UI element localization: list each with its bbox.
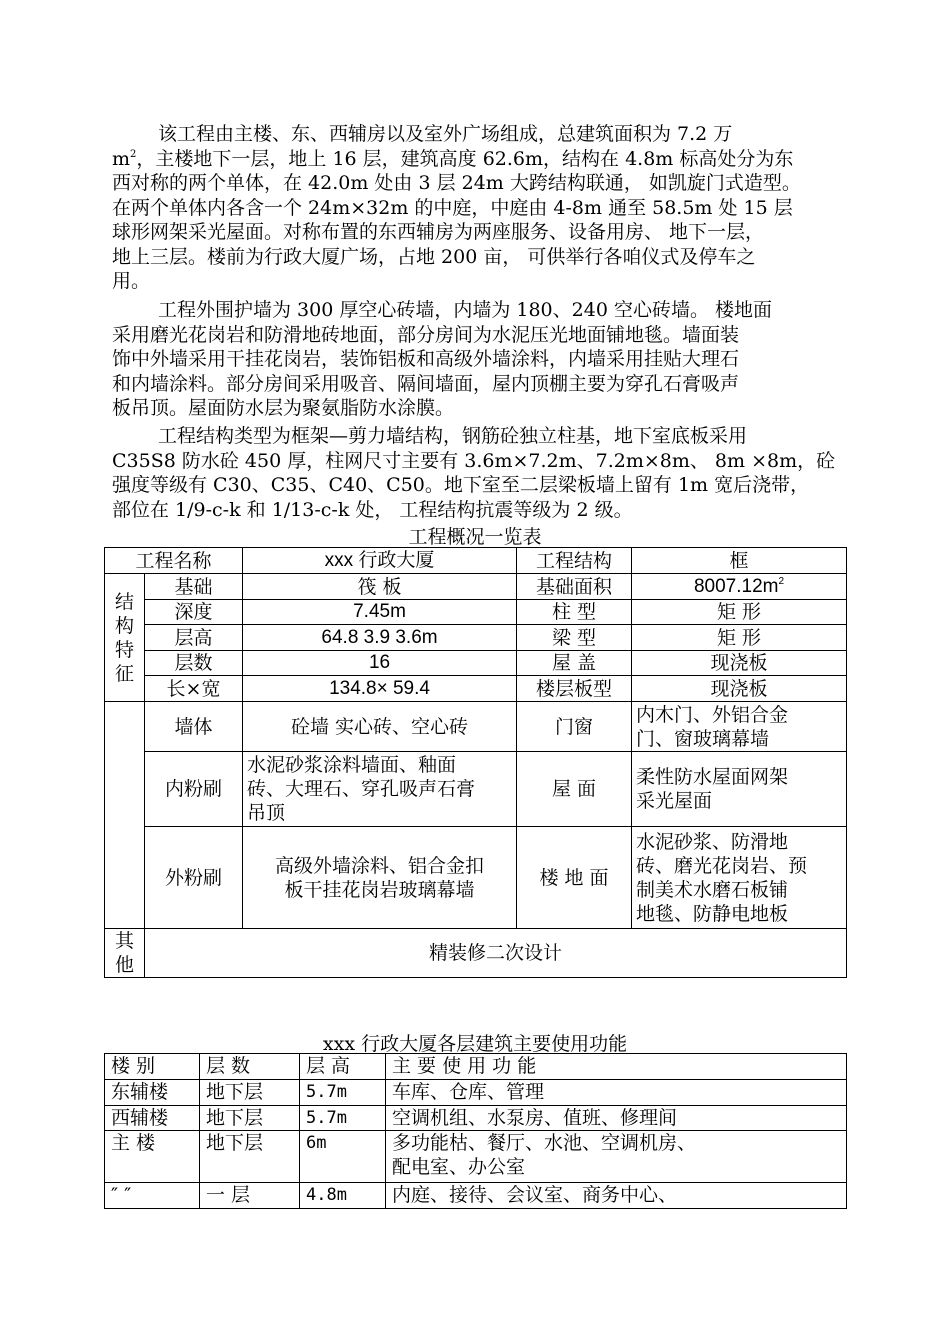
header-function: 主 要 使 用 功 能: [386, 1054, 847, 1080]
cell-value: 筏 板: [243, 574, 517, 600]
cell-height: 5.7m: [300, 1080, 386, 1106]
cell-floor: 地下层: [200, 1080, 300, 1106]
cell-value: 矩 形: [632, 625, 847, 651]
cell-label: 层高: [145, 625, 243, 651]
cell-line: 内木门、外铝合金: [636, 703, 789, 726]
text-line: [112, 147, 846, 172]
cell-function: 内庭、接待、会议室、商务中心、: [386, 1183, 847, 1209]
cell-label: 楼层板型: [517, 676, 632, 702]
cell-floor: 一 层: [200, 1183, 300, 1209]
header-floor: 层 数: [200, 1054, 300, 1080]
cell-function: 空调机组、水泵房、值班、修理间: [386, 1106, 847, 1131]
cell-label: 楼 地 面: [517, 827, 632, 929]
cell-label: 基础面积: [517, 574, 632, 600]
cell-line: 柔性防水屋面网架: [636, 766, 789, 788]
structure-value: 框: [632, 548, 847, 574]
cell-building: ″ ″: [105, 1183, 200, 1209]
cell-line: 板干挂花岗岩玻璃幕墙: [284, 878, 475, 901]
cell-building: 东辅楼: [105, 1080, 200, 1106]
cell-line: 采光屋面: [636, 790, 713, 812]
cell-value: [243, 752, 517, 827]
line-text: ，主楼地下一层，地上 16 层，建筑高度 62.6m，结构在 4.8m 标高处分为东: [136, 147, 794, 170]
cell-label: 深度: [145, 600, 243, 625]
vertical-label-text: 结构特征: [115, 590, 135, 685]
table-row: [105, 752, 847, 827]
cell-value: [243, 827, 517, 929]
other-label: [105, 929, 145, 978]
overview-table: [104, 547, 847, 978]
text-line: 饰中外墙采用干挂花岗岩，装饰铝板和高级外墙涂料，内墙采用挂贴大理石: [112, 348, 740, 370]
table-row: [105, 651, 847, 676]
table-row: [105, 827, 847, 929]
cell-building: 西辅楼: [105, 1106, 200, 1131]
other-value: 精装修二次设计: [145, 929, 847, 978]
cell-label: 墙体: [145, 702, 243, 752]
floors-table: [104, 1053, 847, 1209]
cell-height: 6m: [300, 1131, 386, 1183]
cell-line: 门、窗玻璃幕墙: [636, 727, 770, 750]
cell-value: 134.8× 59.4: [243, 676, 517, 702]
table-row: [105, 1106, 847, 1131]
table-row: [105, 1131, 847, 1183]
cell-building: 主 楼: [105, 1131, 200, 1183]
cell-line: 地毯、防静电地板: [636, 902, 789, 925]
cell-label: 屋 面: [517, 752, 632, 827]
cell-value: 64.8 3.9 3.6m: [243, 625, 517, 651]
foundation-area-value: [632, 574, 847, 600]
cell-height: 5.7m: [300, 1106, 386, 1131]
text-line: 和内墙涂料。部分房间采用吸音、隔间墙面，屋内顶棚主要为穿孔石膏吸声: [112, 372, 740, 395]
cell-value: 现浇板: [632, 676, 847, 702]
text-line: 西对称的两个单体，在 42.0m 处由 3 层 24m 大跨结构联通， 如凯旋门式造型。: [112, 172, 801, 194]
table-row: [105, 548, 847, 574]
text-line: 部位在 1/9-c-k 和 1/13-c-k 处， 工程结构抗震等级为 2 级。: [112, 498, 633, 521]
cell-label: 层数: [145, 651, 243, 676]
area-number: 8007.12m: [693, 575, 779, 597]
cell-floor: 地下层: [200, 1106, 300, 1131]
header-building: 楼 别: [105, 1054, 200, 1080]
empty-cell: [105, 702, 145, 752]
cell-value: 7.45m: [243, 600, 517, 625]
cell-line: 水泥砂浆涂料墙面、釉面: [247, 754, 457, 776]
cell-label: 屋 盖: [517, 651, 632, 676]
table-row: [105, 929, 847, 978]
table-row: [105, 1080, 847, 1106]
structure-label: 工程结构: [517, 548, 632, 574]
cell-line: 他: [114, 954, 134, 976]
intro-paragraph-3: [112, 424, 846, 522]
superscript: 2: [130, 148, 137, 160]
table-row: [105, 600, 847, 625]
text-line: 该工程由主楼、东、西辅房以及室外广场组成，总建筑面积为 7.2 万: [158, 123, 733, 145]
project-name-value: xxx 行政大厦: [243, 548, 517, 574]
cell-line: 水泥砂浆、防滑地: [636, 830, 789, 853]
overview-table-caption: 工程概况一览表: [408, 526, 542, 548]
cell-floor: 地下层: [200, 1131, 300, 1183]
text-line: 工程结构类型为框架—剪力墙结构，钢筋砼独立柱基，地下室底板采用: [158, 425, 748, 447]
table-row: [105, 574, 847, 600]
cell-height: 4.8m: [300, 1183, 386, 1209]
cell-line: 高级外墙涂料、铝合金扣: [275, 854, 485, 877]
cell-label: 长×宽: [145, 676, 243, 702]
cell-value: [632, 827, 847, 929]
unit-text: m: [112, 147, 131, 170]
cell-label: 基础: [145, 574, 243, 600]
text-line: 在两个单体内各含一个 24m×32m 的中庭，中庭由 4-8m 通至 58.5m 处 15 层: [112, 196, 793, 219]
project-name-label: 工程名称: [105, 548, 243, 574]
cell-function: [386, 1131, 847, 1183]
table-row: [105, 676, 847, 702]
empty-cell: [105, 752, 145, 929]
cell-line: 制美术水磨石板铺: [636, 878, 789, 901]
text-line: 地上三层。楼前为行政大厦广场，占地 200 亩， 可供举行各咱仪式及停车之: [112, 245, 756, 268]
cell-value: 16: [243, 651, 517, 676]
intro-paragraph-1: [112, 122, 846, 294]
floors-table-caption: xxx 行政大厦各层建筑主要使用功能: [322, 1033, 628, 1055]
cell-label: 外粉刷: [145, 827, 243, 929]
superscript: 2: [778, 575, 785, 587]
cell-value: 现浇板: [632, 651, 847, 676]
cell-label: 梁 型: [517, 625, 632, 651]
text-line: 用。: [112, 270, 151, 292]
table-row: [105, 1183, 847, 1209]
cell-line: 砖、磨光花岗岩、预: [636, 854, 808, 877]
cell-value: 砼墙 实心砖、空心砖: [243, 702, 517, 752]
text-line: 工程外围护墙为 300 厚空心砖墙，内墙为 180、240 空心砖墙。 楼地面: [158, 299, 772, 321]
text-line: 强度等级有 C30、C35、C40、C50。地下室至二层梁板墙上留有 1m 宽后浇带，: [112, 474, 810, 496]
cell-function: 车库、仓库、管理: [386, 1080, 847, 1106]
cell-line: 多功能枯、餐厅、水池、空调机房、: [392, 1132, 697, 1154]
cell-value: [632, 752, 847, 827]
header-height: 层 高: [300, 1054, 386, 1080]
intro-paragraph-2: [112, 298, 846, 421]
structure-features-label: [105, 574, 145, 702]
cell-label: 内粉刷: [145, 752, 243, 827]
cell-value: [632, 702, 847, 752]
table-row: [105, 625, 847, 651]
cell-label: 柱 型: [517, 600, 632, 625]
cell-value: 矩 形: [632, 600, 847, 625]
cell-label: 门窗: [517, 702, 632, 752]
text-line: C35S8 防水砼 450 厚，柱网尺寸主要有 3.6m×7.2m、7.2m×8m、 8m ×8m，砼: [112, 449, 836, 472]
cell-line: 吊顶: [247, 802, 286, 824]
table-header-row: [105, 1054, 847, 1080]
text-line: 球形网架采光屋面。对称布置的东西辅房为两座服务、设备用房、 地下一层，: [112, 221, 765, 243]
cell-line: 其: [114, 930, 134, 952]
text-line: 采用磨光花岗岩和防滑地砖地面，部分房间为水泥压光地面铺地毯。墙面装: [112, 323, 740, 346]
text-line: 板吊顶。屋面防水层为聚氨脂防水涂膜。: [112, 397, 455, 419]
cell-line: 砖、大理石、穿孔吸声石膏: [247, 778, 476, 800]
table-row: [105, 702, 847, 752]
cell-line: 配电室、办公室: [392, 1156, 526, 1178]
